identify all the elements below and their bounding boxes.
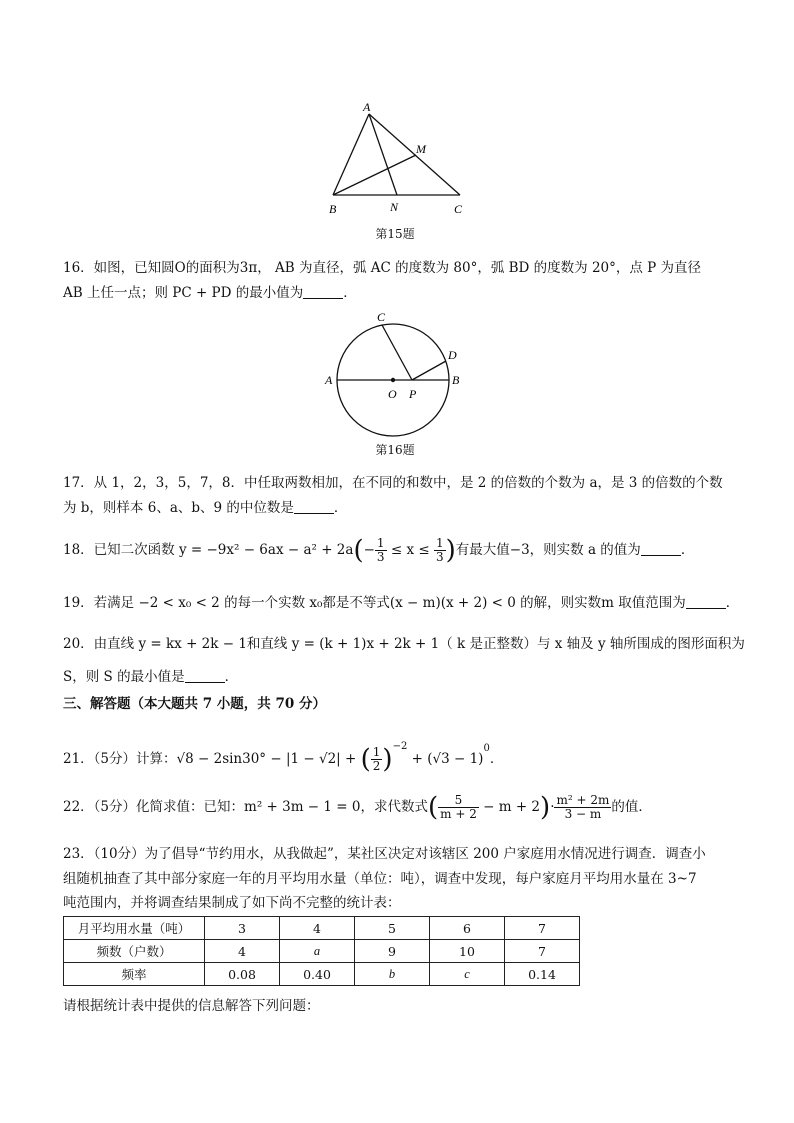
figure-15: [320, 100, 470, 220]
table-cell: 10: [430, 940, 505, 963]
q18-cond-mid: ≤ x ≤: [386, 542, 434, 558]
table-cell: b: [355, 963, 430, 986]
segment-pd: [412, 361, 446, 380]
q20-answer-blank: [185, 668, 225, 683]
q21-exp2: 0: [483, 743, 490, 754]
q17-line2-end: ．: [333, 500, 348, 516]
q18-frac1-den: 3: [376, 550, 385, 564]
q21-frac-den: 2: [372, 759, 381, 773]
label-c: C: [377, 310, 386, 324]
q18-pre: 18．已知二次函数 y = −9x² − 6ax − a² + 2a: [63, 542, 354, 558]
q22-paren-close: ): [540, 792, 551, 823]
table-cell: 4: [280, 917, 355, 940]
table-cell: 5: [355, 917, 430, 940]
q20-line2-text: S，则 S 的最小值是: [63, 669, 185, 685]
table-row: [64, 917, 580, 940]
label-p: P: [409, 387, 417, 401]
q22-end: 的值．: [611, 799, 652, 815]
table-cell: 频数（户数）: [64, 940, 205, 963]
label-c: C: [454, 202, 463, 216]
table-cell: 7: [505, 940, 580, 963]
label-b: B: [452, 373, 460, 387]
q19-text: 19．若满足 −2 < x₀ < 2 的每一个实数 x₀都是不等式(x − m)(x + 2) < 0 的解，则实数m 取值范围为: [63, 595, 686, 611]
label-b: B: [329, 202, 337, 216]
q18-cond-left: −: [363, 542, 375, 558]
q18-line: [63, 534, 694, 566]
q16-line2: [63, 283, 357, 303]
q21-frac: [371, 746, 383, 773]
label-n: N: [390, 200, 399, 214]
table-cell: 月平均用水量（吨）: [64, 917, 205, 940]
q19-answer-blank: [686, 594, 726, 609]
q17-line1: 17．从 1，2，3，5，7，8．中任取两数相加，在不同的和数中，是 2 的倍数的个数为 a，是 3 的倍数的个数: [63, 475, 723, 491]
table-cell: c: [430, 963, 505, 986]
q22-dot: ·: [550, 799, 555, 815]
q21-pre: 21．（5分）计算：√8 − 2sin30° − |1 − √2| +: [63, 751, 361, 767]
q21-end: ．: [489, 751, 504, 767]
label-a: A: [325, 373, 333, 387]
segment-ab: [333, 114, 369, 195]
q21-exp1: −2: [392, 741, 408, 752]
q18-frac2-den: 3: [435, 550, 444, 564]
table-cell: a: [280, 940, 355, 963]
table-cell: 0.40: [280, 963, 355, 986]
q18-frac2: [434, 537, 446, 564]
figure-16: [320, 306, 470, 446]
label-o: O: [388, 387, 397, 401]
q23-line3: 吨范围内，并将调查结果制成了如下尚不完整的统计表：: [63, 895, 401, 911]
q22-frac1-den: m + 2: [440, 807, 477, 821]
q22-frac2: [554, 794, 611, 821]
table-cell: 4: [205, 940, 280, 963]
q21-paren-close: ): [382, 744, 393, 775]
q19-end: ．: [725, 595, 740, 611]
label-a: A: [363, 100, 371, 114]
q20-line1: 20．由直线 y = kx + 2k − 1和直线 y = (k + 1)x + 2k + 1（ k 是正整数）与 x 轴及 y 轴所围成的图形面积为: [63, 636, 745, 652]
statistics-table: [63, 916, 580, 986]
q18-answer-blank: [641, 541, 681, 556]
table-cell: 9: [355, 940, 430, 963]
q21-line: [63, 730, 504, 775]
q18-end: ．: [680, 542, 695, 558]
q18-post: 有最大值−3，则实数 a 的值为: [455, 542, 641, 558]
q22-paren-open: (: [427, 792, 439, 823]
figure-15-caption: 第15题: [375, 227, 415, 241]
q18-frac1: [375, 537, 387, 564]
q22-line: [63, 790, 652, 824]
q17-line2-text: 为 b，则样本 6、a、b、9 的中位数是: [63, 500, 294, 516]
q23-after-table: 请根据统计表中提供的信息解答下列问题：: [63, 998, 320, 1014]
q22-frac2-num: m² + 2m: [556, 793, 610, 807]
q22-pre: 22．（5分）化简求值：已知：m² + 3m − 1 = 0，求代数式: [63, 799, 428, 815]
q23-line1: 23．（10分）为了倡导“节约用水，从我做起”，某社区决定对该辖区 200 户家庭用水情况进行调查．调查小: [63, 846, 706, 862]
table-row: [64, 940, 580, 963]
section-3-title: 三、解答题（本大题共 7 小题，共 70 分）: [63, 696, 326, 712]
q19-line: [63, 593, 739, 613]
q23-line2: 组随机抽查了其中部分家庭一年的月平均用水量（单位：吨），调查中发现，每户家庭月平均用水量在 3~7: [63, 871, 697, 887]
q18-frac2-num: 1: [435, 536, 444, 550]
q20-line2: [63, 667, 238, 687]
table-cell: 7: [505, 917, 580, 940]
q16-line2-end: ．: [343, 285, 357, 301]
label-d: D: [448, 348, 457, 362]
table-row: [64, 963, 580, 986]
q22-frac2-den: 3 − m: [564, 807, 602, 821]
q16-line2-text: AB 上任一点；则 PC + PD 的最小值为: [63, 285, 304, 301]
segment-pc: [382, 325, 412, 380]
q21-mid: + (√3 − 1): [407, 751, 484, 767]
q18-frac1-num: 1: [376, 536, 385, 550]
q22-frac1-num: 5: [438, 794, 479, 808]
q17-answer-blank: [294, 499, 334, 514]
q20-line2-end: ．: [224, 669, 239, 685]
q18-paren-close: ): [445, 535, 456, 566]
q17-line2: [63, 498, 347, 518]
table-cell: 0.14: [505, 963, 580, 986]
center-point-o: [391, 378, 395, 382]
q16-line1: 16．如图，已知圆O的面积为3π， AB 为直径，弧 AC 的度数为 80°，弧 BD 的度数为 20°，点 P 为直径: [63, 260, 702, 276]
segment-bm: [333, 155, 416, 195]
q21-frac-num: 1: [372, 745, 381, 759]
q22-mid: − m + 2: [478, 799, 541, 815]
q16-answer-blank: [303, 284, 343, 299]
q21-paren-open: (: [360, 744, 371, 775]
label-m: M: [416, 142, 426, 156]
table-cell: 6: [430, 917, 505, 940]
q18-paren-open: (: [353, 535, 364, 566]
figure-16-caption: 第16题: [375, 443, 415, 457]
table-cell: 频率: [64, 963, 205, 986]
q22-frac1: [438, 794, 479, 821]
table-cell: 0.08: [205, 963, 280, 986]
table-cell: 3: [205, 917, 280, 940]
